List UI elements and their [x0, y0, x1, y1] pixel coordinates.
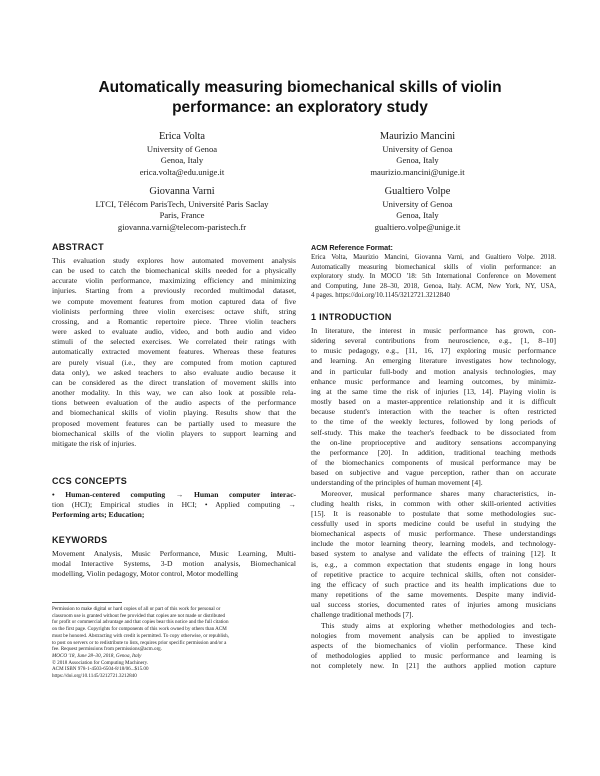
- intro-line: based on subjective and vague perception, rather than on accurate: [311, 468, 556, 478]
- footnote-line: Permission to make digital or hard copies of all or part of this work for personal or: [52, 606, 221, 612]
- acm-ref-line: Erica Volta, Maurizio Mancini, Giovanna Varni, and Gualtiero Volpe. 2018.: [311, 254, 556, 261]
- author-name: Erica Volta: [158, 131, 206, 142]
- author-block: [102, 130, 262, 178]
- acm-ref-line: and Computing, June 28–30, 2018, Genoa, Italy. ACM, New York, NY, USA,: [311, 282, 556, 290]
- abstract-line: crossing, and a Romantic repertoire piece. Three violin teachers: [52, 316, 296, 326]
- abstract-line: can be used to catch the biomechanical skills needed for a physically: [52, 266, 296, 276]
- author-affiliation: LTCI, Télécom ParisTech, Université Paris Saclay: [95, 199, 269, 209]
- keyword-line: Movement Analysis, Music Performance, Music Learning, Multi-: [52, 549, 296, 558]
- abstract-line: are purely visual (i.e., they are computed from motion captured: [52, 357, 296, 367]
- title-line: Automatically measuring biomechanical skills of violin: [98, 79, 502, 96]
- author-email[interactable]: giovanna.varni@telecom-paristech.fr: [117, 221, 247, 232]
- keyword-line: modelling, Violin pedagogy, Motor control, Motor modelling: [52, 569, 238, 579]
- footnote-line: must be honored. Abstracting with credit is permitted. To copy otherwise, or republish,: [52, 632, 229, 639]
- abstract-line: mitigate the risk of injuries.: [52, 438, 137, 448]
- copyright-footnote: [52, 606, 296, 680]
- author-location: Genoa, Italy: [396, 155, 439, 166]
- acm-ref-line: Automatically measuring biomechanical skills of violin performance: an: [311, 263, 556, 271]
- footnote-line: on the first page. Copyrights for components of this work owned by others than ACM: [52, 626, 227, 633]
- intro-line: aspects of the biomechanics of violin performance. These kind: [311, 640, 556, 650]
- abstract-line: stimuli of the selected exercises. We correlated their ratings with: [52, 337, 296, 347]
- intro-line: challenge traditional methods [7].: [311, 610, 414, 620]
- intro-line: not completely new. In [21] the authors applied motion capture: [311, 661, 556, 671]
- abstract-line: we compute movement features from motion captured data of five: [52, 296, 296, 306]
- paper-title: [60, 78, 540, 118]
- author-name: Giovanna Varni: [149, 186, 215, 197]
- footnote-line: fee. Request permissions from permissions@acm.org.: [52, 646, 162, 653]
- footnote-line: https://doi.org/10.1145/3212721.3212840: [52, 673, 137, 680]
- author-affiliation: University of Genoa: [382, 144, 453, 154]
- intro-line: cessfully used in sports medicine could be useful in studying the: [311, 518, 556, 528]
- intro-line: to the time of the weekly lectures, followed by long periods of: [311, 417, 556, 427]
- acm-ref-heading: ACM Reference Format:: [311, 243, 393, 252]
- abstract-line: can be considered as the direct translation of movement skills into: [52, 377, 296, 387]
- intro-line: and in particular full-body and motion analysis technologies, may: [311, 366, 556, 376]
- footnote-line: classroom use is granted without fee provided that copies are not made or distributed: [52, 612, 225, 619]
- author-affiliation: University of Genoa: [382, 199, 453, 209]
- intro-line: understanding of the principles of human movement [4].: [311, 478, 483, 488]
- abstract-line: accurate violin performance, maximizing efficiency and minimizing: [52, 276, 296, 286]
- intro-heading: 1 INTRODUCTION: [311, 312, 392, 322]
- abstract-line: violinists performing three violin exercises: octave shift, string: [52, 306, 296, 316]
- intro-line: biomechanical aspects of music performance. These understandings: [311, 529, 556, 539]
- author-location: Genoa, Italy: [396, 210, 439, 221]
- intro-line: the performance [20]. In addition, traditional teaching methods: [311, 447, 556, 457]
- author-email[interactable]: maurizio.mancini@unige.it: [370, 166, 465, 177]
- intro-line: sidering several contributions from neuroscience, e.g., [1, 8–10]: [311, 336, 556, 346]
- footnote-line: © 2018 Association for Computing Machinery.: [52, 659, 149, 666]
- acm-ref-line: 4 pages. https://doi.org/10.1145/3212721.3212840: [311, 292, 450, 300]
- abstract-line: This evaluation study explores how automated movement analysis: [52, 256, 296, 265]
- abstract-line: injuries. Starting from a previously recorded multimodal dataset,: [52, 286, 296, 296]
- intro-line: Moreover, musical performance shares many characteristics, in-: [321, 488, 556, 498]
- intro-line: ing at the same time the risk of injuries [13, 14]. Playing violin is: [311, 386, 556, 396]
- keywords-text: [52, 549, 296, 579]
- intro-line: self-study. This make the teacher's feedback to be dissociated from: [311, 427, 556, 437]
- author-name: Gualtiero Volpe: [384, 186, 451, 197]
- intro-line: of methodologies applied to music performance and learning is: [311, 651, 556, 660]
- author-block: [330, 130, 505, 178]
- intro-line: ual success stories, documented rates of injuries among musicians: [311, 600, 556, 610]
- intro-line: include the motor learning theory, learning models, and technology-: [311, 539, 556, 549]
- ccs-line: tion (HCI); Empirical studies in HCI; • Applied computing →: [52, 500, 296, 510]
- footnote-rule: [52, 602, 122, 603]
- keywords-heading: KEYWORDS: [52, 535, 108, 545]
- intro-line: is, e.g., a common expectation that students engage in long hours: [311, 559, 556, 569]
- author-location: Genoa, Italy: [160, 155, 204, 166]
- keyword-line: modal Interactive Systems, 3-D motion analysis, Biomechanical: [52, 559, 296, 569]
- abstract-line: another modality. In this way, we can also look at possible rela-: [52, 388, 296, 398]
- ccs-text: [52, 490, 296, 520]
- intro-text: [311, 326, 556, 671]
- footnote-line: to post on servers or to redistribute to lists, requires prior specific permission and/or a: [52, 639, 227, 646]
- intro-line: of the biomechanics components of musical performance may be: [311, 458, 556, 468]
- title-line: performance: an exploratory study: [172, 99, 428, 116]
- intro-line: [15]. It is reasonable to postulate that some methodologies suc-: [311, 508, 556, 518]
- footnote-line: ACM ISBN 978-1-4503-6504-8/18/06...$15.00: [52, 666, 149, 673]
- author-affiliation: University of Genoa: [146, 144, 218, 154]
- intro-line: In literature, the interest in music performance has grown, con-: [311, 326, 556, 335]
- abstract-heading: ABSTRACT: [52, 242, 104, 252]
- ccs-heading: CCS CONCEPTS: [52, 476, 128, 486]
- intro-line: the on-line proprioceptive and auditory sensations accompanying: [311, 437, 556, 447]
- author-email[interactable]: erica.volta@edu.unige.it: [139, 166, 225, 177]
- abstract-line: biomechanical skills of the violin players to support learning and: [52, 428, 296, 438]
- intro-line: and learning. An emerging literature investigates how technology,: [311, 356, 556, 366]
- intro-line: enhance music performance and learning outcomes, by minimiz-: [311, 376, 556, 386]
- intro-line: many repetitions of the same movements. Despite many individ-: [311, 590, 556, 600]
- footnote-line: MOCO '18, June 28–30, 2018, Genoa, Italy: [52, 652, 142, 659]
- intro-line: to music pedagogy, e.g., [11, 16, 17] exploring music performance: [311, 346, 556, 356]
- author-block: [62, 185, 302, 233]
- acm-ref-text: [311, 253, 556, 301]
- author-location: Paris, France: [159, 210, 205, 221]
- abstract-line: were asked to evaluate audio, video, and both audio and video: [52, 327, 296, 337]
- intro-line: This study aims at exploring whether methodologies and tech-: [321, 620, 556, 630]
- intro-line: nologies from movement analysis can be applied to investigate: [311, 630, 556, 640]
- intro-line: mostly based on a master-apprentice relationship and it is difficult: [311, 397, 556, 407]
- abstract-line: automatically extracted movement features. Whereas these features: [52, 347, 296, 357]
- intro-line: based system to analyse and validate the effects of training [12]. It: [311, 549, 556, 559]
- abstract-line: tions between evaluation of the audio aspects of the performance: [52, 398, 296, 408]
- author-block: [330, 185, 505, 233]
- author-email[interactable]: gualtiero.volpe@unige.it: [374, 221, 461, 232]
- abstract-line: proposed movement features can be partially used to measure the: [52, 418, 296, 428]
- ccs-line: • Human-centered computing → Human computer interac-: [52, 490, 296, 499]
- footnote-line: for profit or commercial advantage and that copies bear this notice and the full citation: [52, 619, 229, 626]
- acm-ref-line: exploratory study. In MOCO '18: 5th International Conference on Movement: [311, 273, 556, 281]
- intro-line: cluding health risks, in common with other skill-oriented activities: [311, 498, 556, 508]
- intro-line: because student's interaction with the teacher is often restricted: [311, 407, 556, 417]
- abstract-text: [52, 256, 296, 449]
- ccs-line: Performing arts; Education;: [52, 510, 145, 520]
- abstract-line: data only), we asked teachers to also evaluate audio because it: [52, 367, 296, 377]
- author-name: Maurizio Mancini: [379, 131, 456, 142]
- intro-line: ing the efficacy of such practice and its health implications due to: [311, 579, 556, 589]
- intro-line: of repetitive practice to acquire technical skills, often not consider-: [311, 569, 556, 579]
- abstract-line: and biomechanical skills of violin playing. Results show that the: [52, 408, 296, 418]
